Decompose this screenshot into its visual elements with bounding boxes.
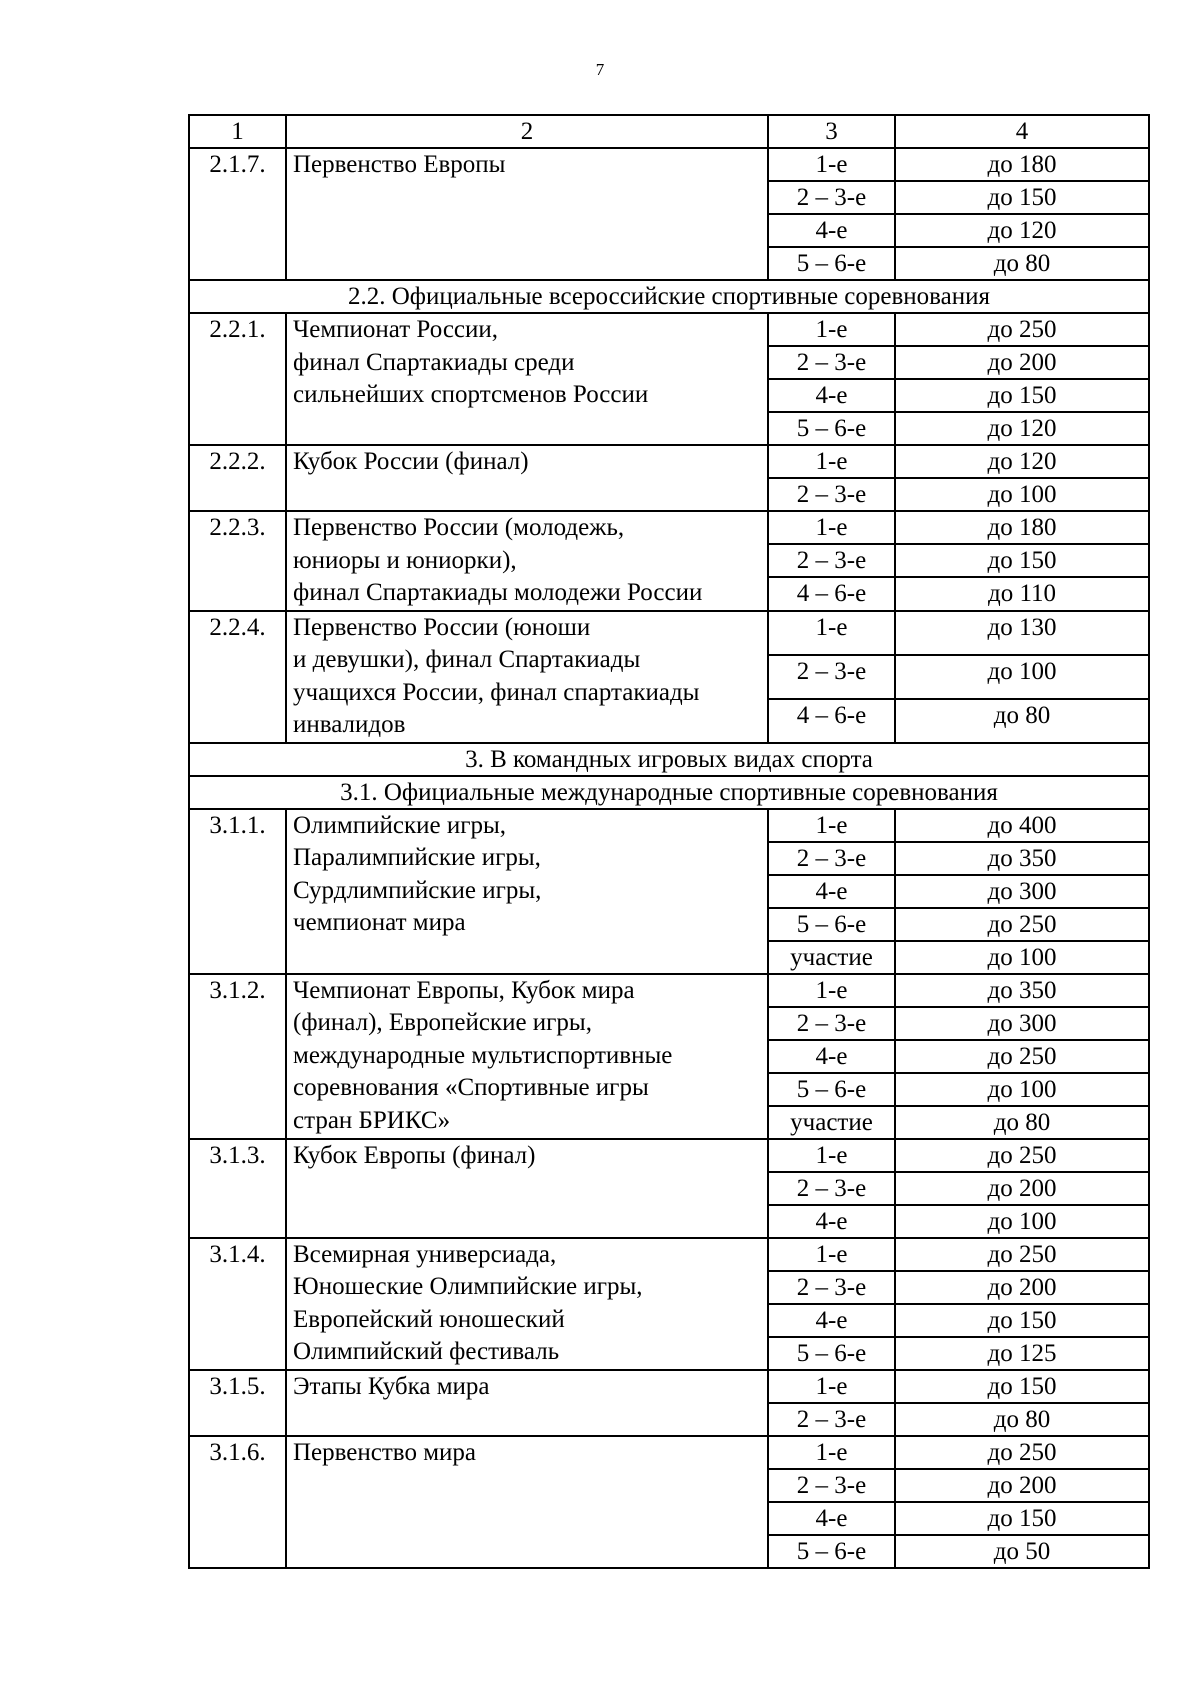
points-cell: до 150: [895, 181, 1149, 214]
competition-name-line: Первенство мира: [293, 1438, 476, 1466]
competition-name-line: Юношеские Олимпийские игры,: [293, 1273, 643, 1300]
points-cell: до 100: [895, 941, 1149, 974]
table-row: [189, 1139, 1149, 1172]
points-cell: до 150: [895, 1370, 1149, 1403]
place-cell: 2 – 3-е: [768, 1403, 895, 1436]
page-number: 7: [595, 60, 605, 79]
points-cell: до 110: [895, 577, 1149, 610]
place-cell: 5 – 6-е: [768, 908, 895, 941]
place-cell: 1-е: [768, 611, 895, 655]
points-cell: до 200: [895, 1271, 1149, 1304]
place-cell: 2 – 3-е: [768, 1172, 895, 1205]
place-cell: 4-е: [768, 875, 895, 908]
item-number: 2.2.1.: [189, 313, 286, 445]
competition-name-line: и девушки), финал Спартакиады: [293, 646, 641, 673]
place-cell: 2 – 3-е: [768, 842, 895, 875]
competition-name-line: Чемпионат Европы, Кубок мира: [293, 976, 635, 1004]
points-cell: до 80: [895, 247, 1149, 280]
place-cell: участие: [768, 941, 895, 974]
item-number: 3.1.5.: [189, 1370, 286, 1436]
place-cell: 5 – 6-е: [768, 1073, 895, 1106]
section-title: 3.1. Официальные международные спортивные соревнования: [189, 776, 1149, 809]
place-cell: 5 – 6-е: [768, 1337, 895, 1370]
section-row: [189, 280, 1149, 313]
place-cell: 2 – 3-е: [768, 181, 895, 214]
competition-name-line: Первенство России (юноши: [293, 613, 591, 641]
place-cell: 4 – 6-е: [768, 577, 895, 610]
competition-name-line: учащихся России, финал спартакиады: [293, 678, 700, 706]
place-cell: 4-е: [768, 1205, 895, 1238]
place-cell: 1-е: [768, 445, 895, 478]
competition-name-line: чемпионат мира: [293, 909, 466, 936]
competition-name: [286, 809, 768, 974]
table-row: [189, 611, 1149, 655]
section-title: 2.2. Официальные всероссийские спортивные соревнования: [189, 280, 1149, 313]
item-number: 3.1.6.: [189, 1436, 286, 1568]
place-cell: 1-е: [768, 148, 895, 181]
competition-name-line: юниоры и юниорки),: [293, 546, 517, 574]
place-cell: 2 – 3-е: [768, 478, 895, 511]
regulation-table: [188, 114, 1150, 1569]
points-cell: до 250: [895, 1139, 1149, 1172]
place-cell: 1-е: [768, 313, 895, 346]
points-cell: до 350: [895, 842, 1149, 875]
header-col-3: 3: [768, 115, 895, 148]
competition-name-line: стран БРИКС»: [293, 1106, 451, 1134]
table-row: [189, 313, 1149, 346]
place-cell: 2 – 3-е: [768, 1007, 895, 1040]
place-cell: 4-е: [768, 1502, 895, 1535]
place-cell: 2 – 3-е: [768, 655, 895, 699]
competition-name-line: Сурдлимпийские игры,: [293, 876, 542, 904]
place-cell: 1-е: [768, 1238, 895, 1271]
competition-name-line: Европейский юношеский: [293, 1305, 565, 1333]
competition-name-line: сильнейших спортсменов России: [293, 381, 649, 408]
competition-name-line: инвалидов: [293, 711, 406, 738]
competition-name-line: соревнования «Спортивные игры: [293, 1074, 649, 1101]
table-row: [189, 1436, 1149, 1469]
item-number: 3.1.1.: [189, 809, 286, 974]
place-cell: 4-е: [768, 214, 895, 247]
competition-name-line: Олимпийские игры,: [293, 811, 507, 839]
place-cell: 4-е: [768, 1040, 895, 1073]
points-cell: до 250: [895, 908, 1149, 941]
points-cell: до 120: [895, 214, 1149, 247]
points-cell: до 180: [895, 148, 1149, 181]
place-cell: 1-е: [768, 809, 895, 842]
points-cell: до 50: [895, 1535, 1149, 1568]
header-col-1: 1: [189, 115, 286, 148]
points-cell: до 180: [895, 511, 1149, 544]
competition-name-line: Этапы Кубка мира: [293, 1372, 490, 1400]
place-cell: 4 – 6-е: [768, 699, 895, 743]
competition-name-line: международные мультиспортивные: [293, 1041, 673, 1069]
item-number: 3.1.2.: [189, 974, 286, 1139]
points-cell: до 250: [895, 1238, 1149, 1271]
competition-name-line: Первенство Европы: [293, 151, 506, 178]
table-row: [189, 148, 1149, 181]
place-cell: 2 – 3-е: [768, 346, 895, 379]
points-cell: до 125: [895, 1337, 1149, 1370]
competition-name-line: Олимпийский фестиваль: [293, 1338, 560, 1365]
competition-name-line: Первенство России (молодежь,: [293, 514, 625, 541]
competition-name-line: финал Спартакиады среди: [293, 348, 575, 376]
points-cell: до 100: [895, 1073, 1149, 1106]
competition-name: [286, 1370, 768, 1436]
competition-name: [286, 445, 768, 511]
points-cell: до 150: [895, 544, 1149, 577]
table-body: [189, 115, 1149, 1568]
section-row: [189, 743, 1149, 776]
place-cell: 2 – 3-е: [768, 1271, 895, 1304]
table-row: [189, 511, 1149, 544]
competition-name: [286, 313, 768, 445]
points-cell: до 80: [895, 1106, 1149, 1139]
place-cell: 1-е: [768, 1370, 895, 1403]
table-row: [189, 974, 1149, 1007]
place-cell: 2 – 3-е: [768, 544, 895, 577]
place-cell: 1-е: [768, 974, 895, 1007]
competition-name-line: Чемпионат России,: [293, 316, 499, 343]
points-cell: до 200: [895, 1469, 1149, 1502]
competition-name: [286, 1436, 768, 1568]
header-col-2: 2: [286, 115, 768, 148]
points-cell: до 250: [895, 313, 1149, 346]
points-cell: до 350: [895, 974, 1149, 1007]
item-number: 3.1.4.: [189, 1238, 286, 1370]
points-cell: до 120: [895, 445, 1149, 478]
section-title: 3. В командных игровых видах спорта: [189, 743, 1149, 776]
place-cell: 1-е: [768, 1139, 895, 1172]
item-number: 2.2.4.: [189, 611, 286, 743]
place-cell: 5 – 6-е: [768, 247, 895, 280]
competition-name-line: (финал), Европейские игры,: [293, 1009, 592, 1036]
competition-name-line: Кубок России (финал): [293, 448, 529, 475]
section-row: [189, 776, 1149, 809]
points-cell: до 300: [895, 875, 1149, 908]
place-cell: участие: [768, 1106, 895, 1139]
points-cell: до 200: [895, 346, 1149, 379]
place-cell: 4-е: [768, 379, 895, 412]
item-number: 2.2.3.: [189, 511, 286, 611]
points-cell: до 100: [895, 478, 1149, 511]
place-cell: 1-е: [768, 1436, 895, 1469]
competition-name-line: Паралимпийские игры,: [293, 844, 541, 871]
points-cell: до 120: [895, 412, 1149, 445]
table-row: [189, 1238, 1149, 1271]
competition-name: [286, 974, 768, 1139]
competition-name-line: Всемирная универсиада,: [293, 1240, 557, 1268]
table-row: [189, 809, 1149, 842]
points-cell: до 80: [895, 1403, 1149, 1436]
item-number: 2.2.2.: [189, 445, 286, 511]
header-col-4: 4: [895, 115, 1149, 148]
place-cell: 2 – 3-е: [768, 1469, 895, 1502]
header-row: [189, 115, 1149, 148]
place-cell: 5 – 6-е: [768, 1535, 895, 1568]
points-cell: до 250: [895, 1040, 1149, 1073]
competition-name-line: финал Спартакиады молодежи России: [293, 579, 703, 606]
place-cell: 5 – 6-е: [768, 412, 895, 445]
points-cell: до 300: [895, 1007, 1149, 1040]
points-cell: до 100: [895, 1205, 1149, 1238]
competition-name: [286, 511, 768, 611]
points-cell: до 80: [895, 699, 1149, 743]
points-cell: до 130: [895, 611, 1149, 655]
points-cell: до 400: [895, 809, 1149, 842]
place-cell: 4-е: [768, 1304, 895, 1337]
points-cell: до 100: [895, 655, 1149, 699]
competition-name: [286, 611, 768, 743]
points-cell: до 150: [895, 379, 1149, 412]
place-cell: 1-е: [768, 511, 895, 544]
table-row: [189, 445, 1149, 478]
competition-name-line: Кубок Европы (финал): [293, 1141, 536, 1169]
points-cell: до 150: [895, 1502, 1149, 1535]
table-row: [189, 1370, 1149, 1403]
points-cell: до 150: [895, 1304, 1149, 1337]
item-number: 3.1.3.: [189, 1139, 286, 1238]
competition-name: [286, 1139, 768, 1238]
points-cell: до 200: [895, 1172, 1149, 1205]
item-number: 2.1.7.: [189, 148, 286, 280]
points-cell: до 250: [895, 1436, 1149, 1469]
competition-name: [286, 1238, 768, 1370]
competition-name: [286, 148, 768, 280]
